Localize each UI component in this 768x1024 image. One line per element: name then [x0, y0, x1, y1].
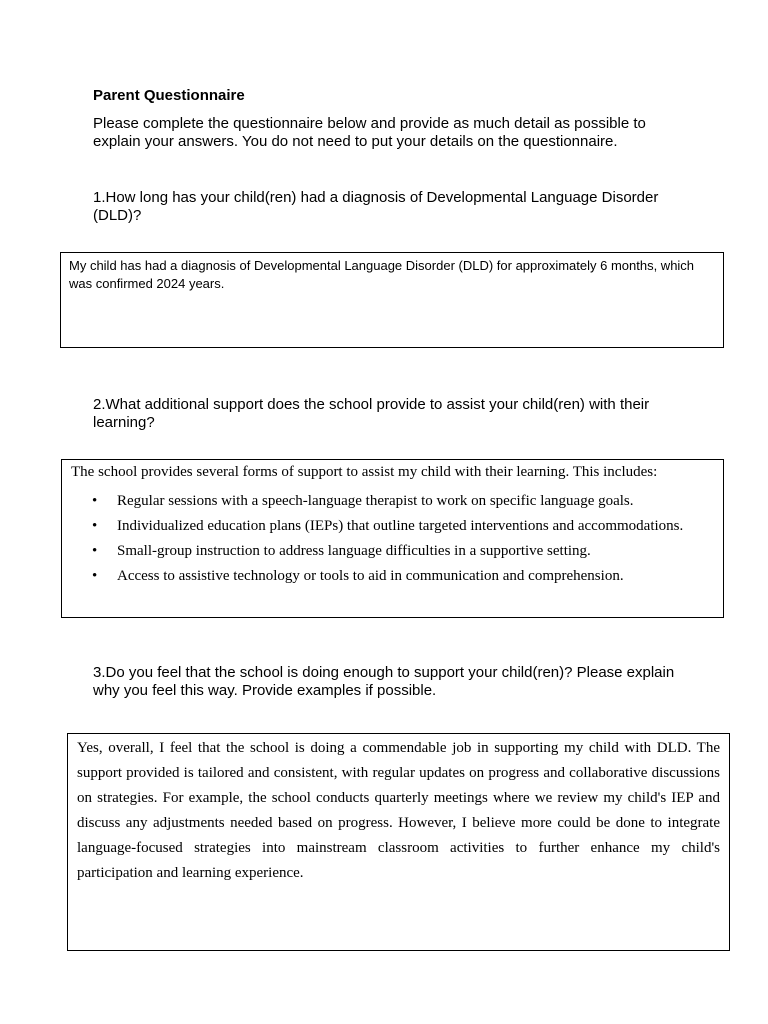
intro-text: Please complete the questionnaire below and provide as much detail as possible to explain your answers. You do not need to put your details on the questionnaire.: [93, 115, 646, 150]
question-2: 2.What additional support does the school provide to assist your child(ren) with their learning?: [93, 396, 650, 431]
bullet-icon: •: [92, 543, 98, 559]
answer-2-intro: The school provides several forms of support to assist my child with their learning. This includes:: [71, 464, 658, 480]
answer-2-list: [71, 492, 714, 586]
question-1: 1.How long has your child(ren) had a diagnosis of Developmental Language Disorder (DLD)?: [93, 189, 659, 224]
list-item: • Regular sessions with a speech-language therapist to work on specific language goals.: [92, 493, 634, 509]
answer-3-text: Yes, overall, I feel that the school is doing a commendable job in supporting my child with DLD. The support provided is tailored and consistent, with regular updates on progress and collaborative discussions on strategies. For example, the school conducts quarterly meetings where we review my child's IEP and discuss any adjustments needed based on progress. However, I believe more could be done to integrate language-focused strategies into mainstream classroom activities to further enhance my child's participation and learning experience.: [77, 740, 720, 881]
list-item: • Access to assistive technology or tools to aid in communication and comprehension.: [92, 568, 624, 584]
answer-box-3[interactable]: [67, 733, 730, 951]
answer-1-text: My child has had a diagnosis of Developmental Language Disorder (DLD) for approximately 6 months, which was confirmed 2024 years.: [69, 258, 695, 291]
bullet-icon: •: [92, 493, 98, 509]
bullet-icon: •: [92, 518, 98, 534]
answer-box-2[interactable]: [61, 459, 724, 618]
answer-box-1[interactable]: [60, 252, 724, 348]
list-item: • Small-group instruction to address language difficulties in a supportive setting.: [92, 543, 591, 559]
list-item: • Individualized education plans (IEPs) that outline targeted interventions and accommodations.: [92, 518, 684, 534]
page-title: Parent Questionnaire: [93, 87, 245, 104]
bullet-icon: •: [92, 568, 98, 584]
question-3: 3.Do you feel that the school is doing enough to support your child(ren)? Please explain why you feel this way. Provide examples if possible.: [93, 664, 675, 699]
